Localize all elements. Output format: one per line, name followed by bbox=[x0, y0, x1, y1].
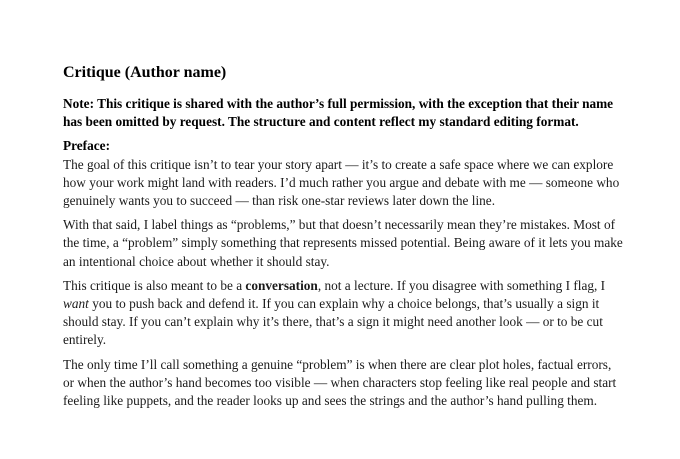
preface-heading: Preface: bbox=[63, 138, 110, 154]
paragraph-3-text-a: This critique is also meant to be a bbox=[63, 277, 246, 293]
permission-note: Note: This critique is shared with the author’s full permission, with the exception that their name has been omitted by request. The structure and content reflect my standard editing format. bbox=[63, 96, 614, 130]
paragraph-3-text-c: you to push back and defend it. If you can explain why a choice belongs, that’s usually a sign it should stay. If you can’t explain why it’s there, that’s a sign it might need another look — or to be cut entirely. bbox=[63, 296, 603, 348]
preface-paragraph-4: The only time I’ll call something a genuine “problem” is when there are clear plot holes, factual errors, or when the author’s hand becomes too visible — when characters stop feeling like real people and start feeling like puppets, and the reader looks up and sees the strings and the author’s hand pulling them. bbox=[63, 356, 617, 409]
conversation-emphasis: conversation bbox=[245, 277, 318, 293]
document-title: Critique (Author name) bbox=[63, 64, 227, 81]
document-body bbox=[63, 95, 623, 416]
preface-paragraph-2: With that said, I label things as “problems,” but that doesn’t necessarily mean they’re mistakes. Most of the time, a “problem” simply something that represents missed potential. Being aware of it lets you make an intentional choice about whether it should stay. bbox=[63, 217, 623, 269]
preface-paragraph-3 bbox=[63, 277, 623, 350]
preface-paragraph-1: The goal of this critique isn’t to tear your story apart — it’s to create a safe space where we can explore how your work might land with readers. I’d much rather you argue and debate with me — someone who genuinely wants you to succeed — than risk one-star reviews later down the line. bbox=[63, 156, 620, 209]
want-emphasis: want bbox=[63, 296, 89, 312]
paragraph-3-text-b: , not a lecture. If you disagree with something I flag, I bbox=[317, 277, 606, 293]
